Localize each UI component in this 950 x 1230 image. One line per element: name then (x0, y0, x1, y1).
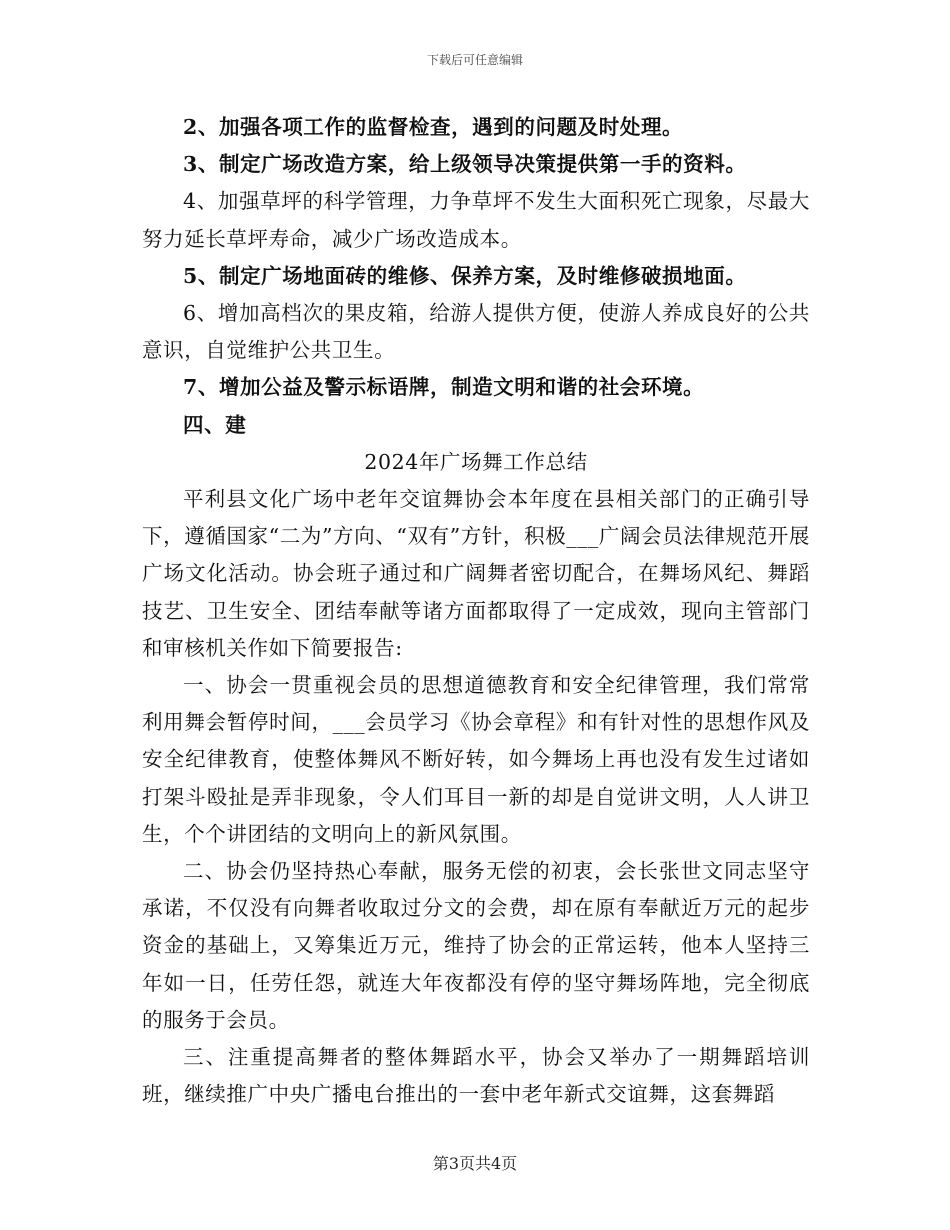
item-3: 3、制定广场改造方案，给上级领导决策提供第一手的资料。 (183, 152, 747, 177)
article-paragraph-3: 三、注重提高舞者的整体舞蹈水平，协会又举办了一期舞蹈培训班，继续推广中央广播电台推出的一套中老年新式交谊舞，这套舞蹈 (142, 1045, 810, 1107)
document-body (142, 109, 810, 1113)
article-intro: 平利县文化广场中老年交谊舞协会本年度在县相关部门的正确引导下，遵循国家“二为”方向、“双有”方针，积极___广阔会员法律规范开展广场文化活动。协会班子通过和广阔舞者密切配合，在舞场风纪、舞蹈技艺、卫生安全、团结奉献等诸方面都取得了一定成效，现向主管部门和审核机关作如下简要报告: (142, 487, 810, 660)
item-6: 6、增加高档次的果皮箱，给游人提供方便，使游人养成良好的公共意识，自觉维护公共卫生。 (142, 301, 810, 363)
section-4-heading: 四、建 (183, 412, 247, 437)
page-header: 下载后可任意编辑 (426, 53, 523, 67)
article-paragraph-2: 二、协会仍坚持热心奉献，服务无偿的初衷，会长张世文同志坚守承诺，不仅没有向舞者收取过分文的会费，却在原有奉献近万元的起步资金的基础上，又筹集近万元，维持了协会的正常运转，他本人坚持三年如一日，任劳任怨，就连大年夜都没有停的坚守舞场阵地，完全彻底的服务于会员。 (142, 859, 810, 1032)
item-7: 7、增加公益及警示标语牌，制造文明和谐的社会环境。 (183, 375, 705, 400)
page-number: 第3页共4页 (432, 1154, 518, 1173)
item-5: 5、制定广场地面砖的维修、保养方案，及时维修破损地面。 (183, 263, 747, 288)
article-paragraph-1: 一、协会一贯重视会员的思想道德教育和安全纪律管理，我们常常利用舞会暂停时间，___会员学习《协会章程》和有针对性的思想作风及安全纪律教育，使整体舞风不断好转，如今舞场上再也没有发生过诸如打架斗殴扯是弄非现象，令人们耳目一新的却是自觉讲文明，人人讲卫生，个个讲团结的文明向上的新风氛围。 (142, 673, 810, 846)
item-2: 2、加强各项工作的监督检查，遇到的问题及时处理。 (183, 115, 684, 139)
item-4: 4、加强草坪的科学管理，力争草坪不发生大面积死亡现象，尽最大努力延长草坪寿命，减少广场改造成本。 (142, 189, 810, 251)
article-title: 2024年广场舞工作总结 (364, 449, 588, 474)
